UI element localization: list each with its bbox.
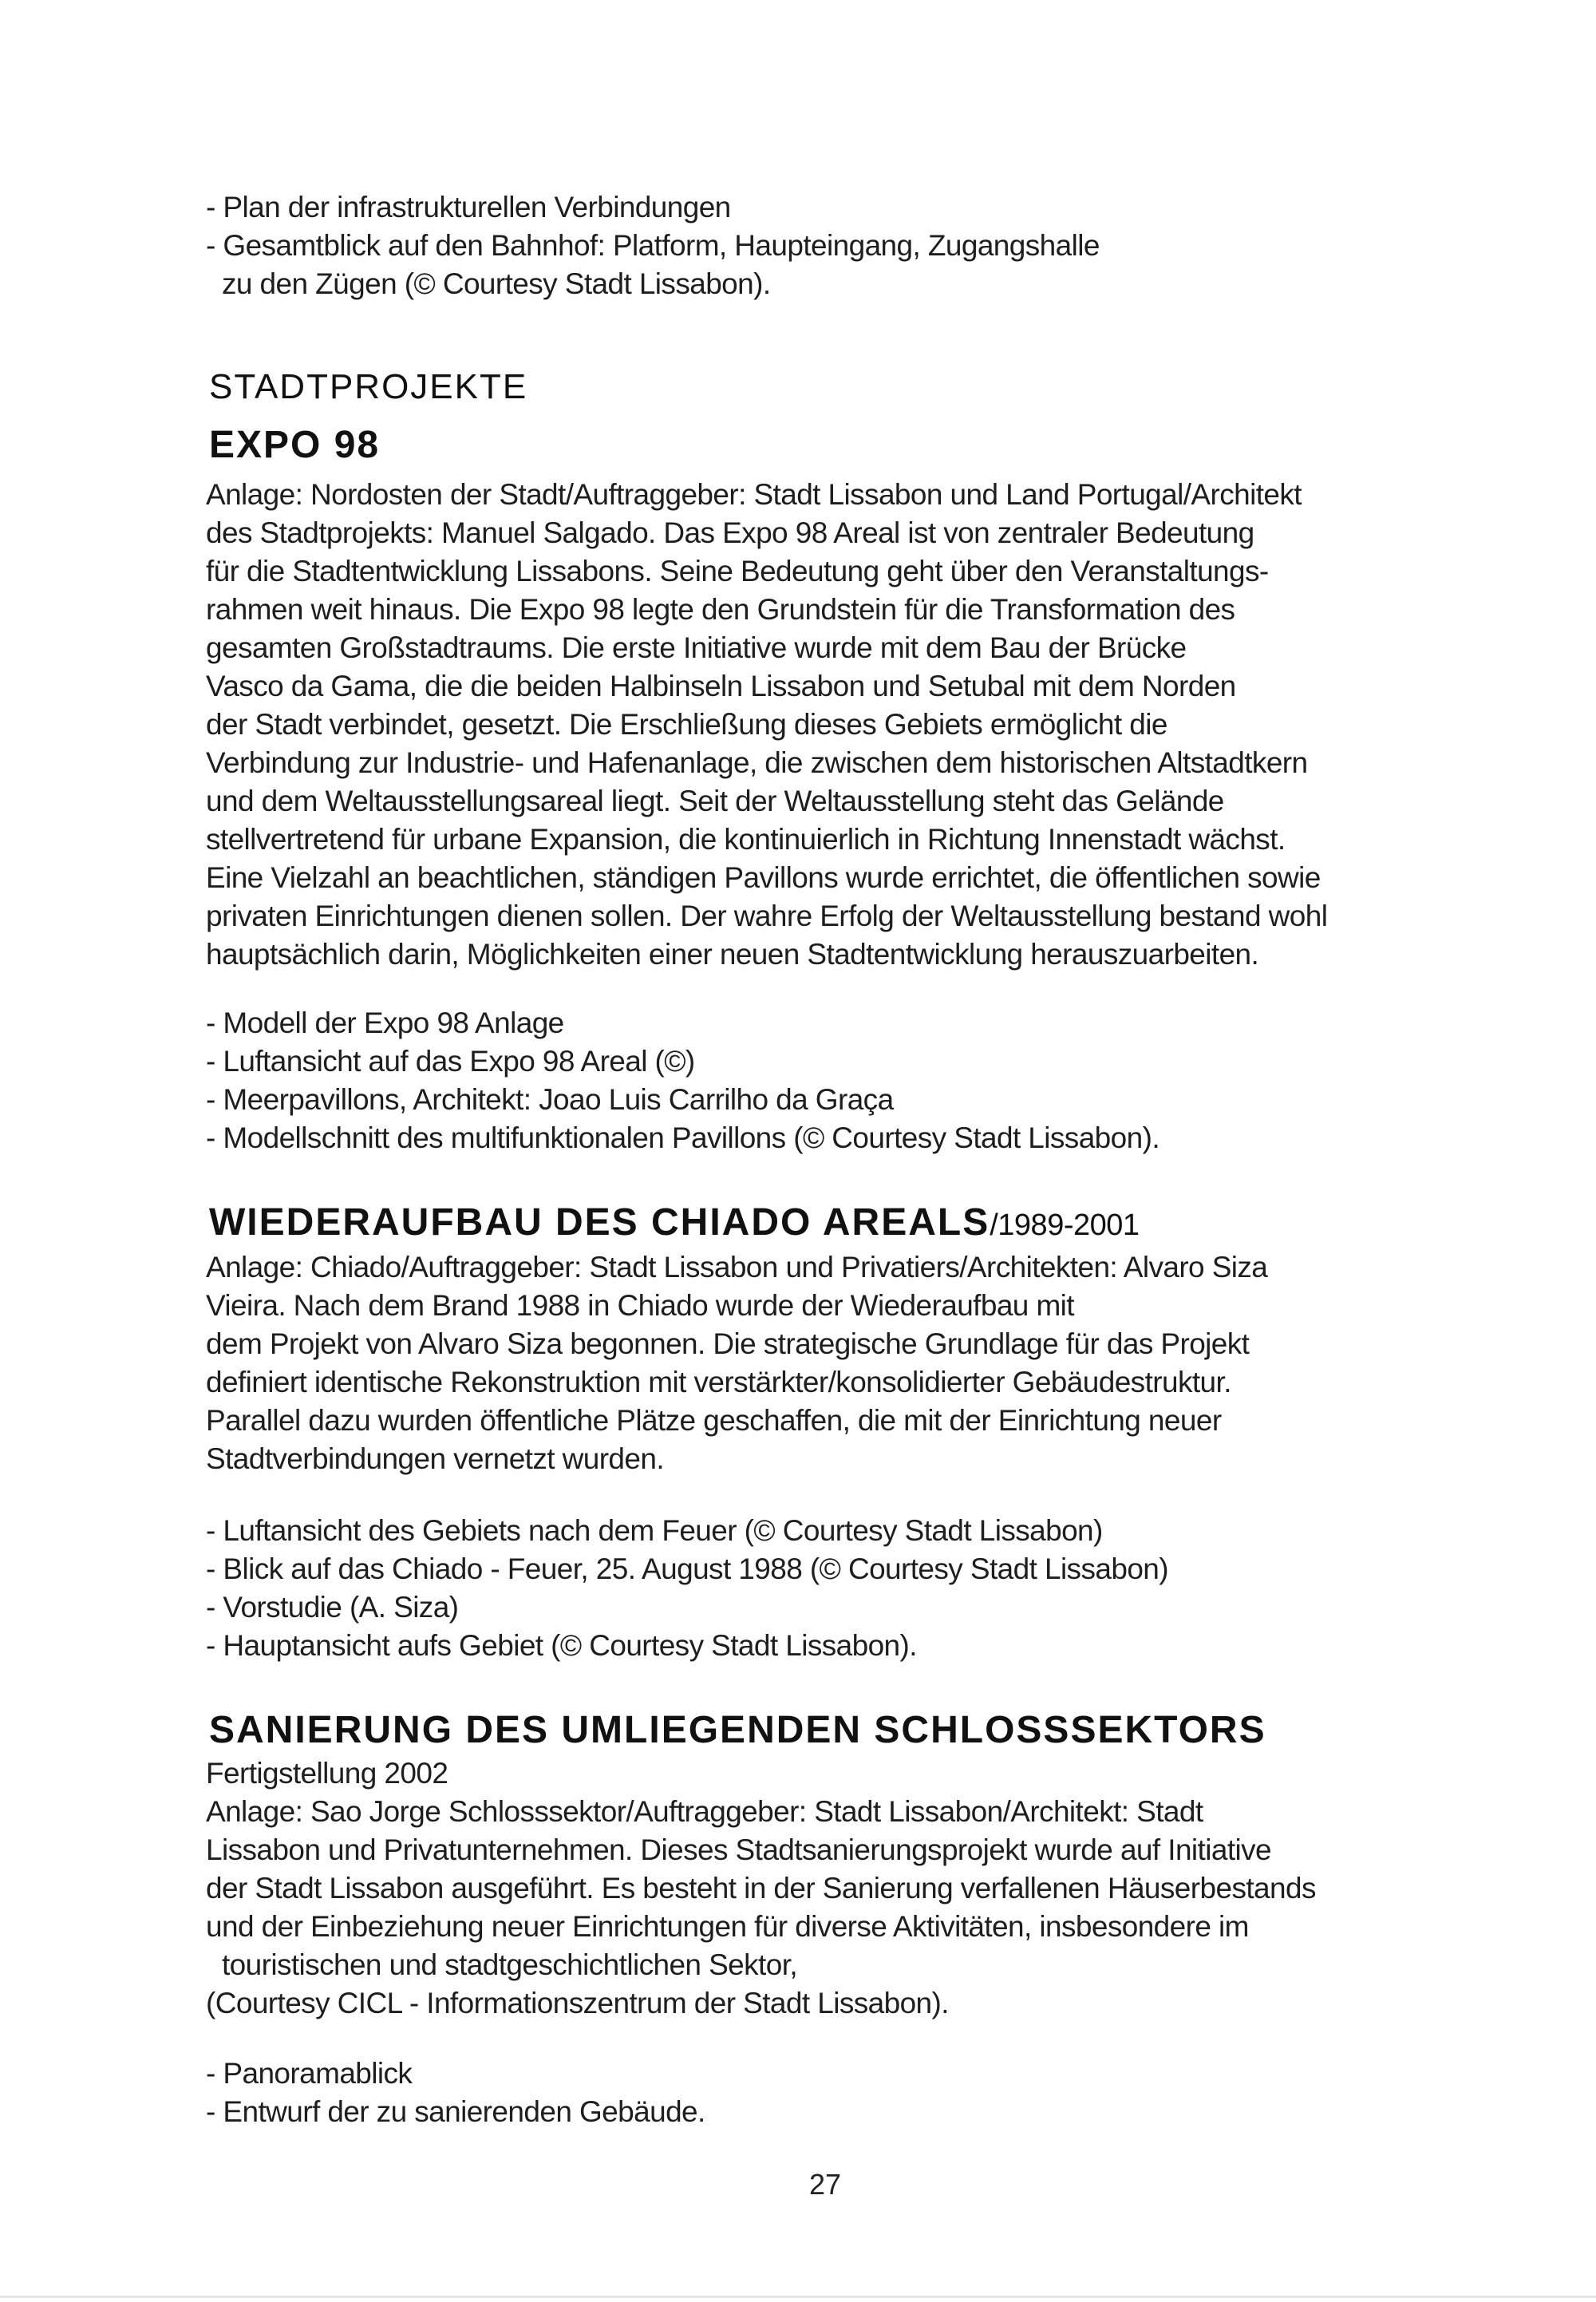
expo-paragraph	[206, 476, 1339, 974]
paragraph-line: hauptsächlich darin, Möglichkeiten einer neuen Stadtentwicklung herauszuarbeiten.	[206, 938, 1259, 971]
paragraph-line: privaten Einrichtungen dienen sollen. Der wahre Erfolg der Weltausstellung bestand wohl	[206, 900, 1328, 932]
paragraph-line: definiert identische Rekonstruktion mit verstärkter/konsolidierter Gebäudestruktur.	[206, 1366, 1231, 1398]
intro-caption-list	[206, 188, 1339, 303]
list-item: - Modell der Expo 98 Anlage	[206, 1007, 564, 1039]
chiado-heading-years: /1989-2001	[990, 1208, 1140, 1242]
chiado-heading	[209, 1200, 1140, 1244]
scan-edge	[0, 2296, 1596, 2298]
paragraph-line: der Stadt verbindet, gesetzt. Die Erschließung dieses Gebiets ermöglicht die	[206, 708, 1167, 741]
paragraph-line: der Stadt Lissabon ausgeführt. Es besteht in der Sanierung verfallenen Häuserbestands	[206, 1872, 1316, 1904]
paragraph-line: für die Stadtentwicklung Lissabons. Seine Bedeutung geht über den Veranstaltungs-	[206, 555, 1269, 587]
list-item: - Vorstudie (A. Siza)	[206, 1591, 459, 1624]
paragraph-line: Fertigstellung 2002	[206, 1757, 448, 1790]
list-item: - Luftansicht des Gebiets nach dem Feuer (© Courtesy Stadt Lissabon)	[206, 1514, 1103, 1547]
paragraph-line: des Stadtprojekts: Manuel Salgado. Das Expo 98 Areal ist von zentraler Bedeutung	[206, 516, 1254, 549]
page-number: 27	[809, 2168, 842, 2201]
chiado-paragraph	[206, 1248, 1339, 1478]
list-item: - Gesamtblick auf den Bahnhof: Platform, Haupteingang, Zugangshalle	[206, 229, 1100, 262]
paragraph-line: gesamten Großstadtraums. Die erste Initiative wurde mit dem Bau der Brücke	[206, 631, 1187, 664]
chiado-heading-title: WIEDERAUFBAU DES CHIADO AREALS	[209, 1201, 990, 1244]
paragraph-line: dem Projekt von Alvaro Siza begonnen. Die strategische Grundlage für das Projekt	[206, 1327, 1250, 1360]
schloss-caption-list	[206, 2055, 1339, 2131]
list-item: - Entwurf der zu sanierenden Gebäude.	[206, 2095, 705, 2128]
list-item: - Panoramablick	[206, 2057, 413, 2090]
paragraph-line: touristischen und stadtgeschichtlichen Sektor,	[222, 1948, 798, 1981]
chiado-caption-list	[206, 1512, 1339, 1665]
paragraph-line: (Courtesy CICL - Informationszentrum der Stadt Lissabon).	[206, 1987, 949, 2019]
expo-heading: EXPO 98	[209, 424, 381, 466]
paragraph-line: Anlage: Sao Jorge Schlosssektor/Auftraggeber: Stadt Lissabon/Architekt: Stadt	[206, 1795, 1203, 1828]
paragraph-line: Anlage: Chiado/Auftraggeber: Stadt Lissabon und Privatiers/Architekten: Alvaro Siza	[206, 1251, 1268, 1284]
paragraph-line: Verbindung zur Industrie- und Hafenanlage, die zwischen dem historischen Altstadtkern	[206, 746, 1308, 779]
schloss-paragraph	[206, 1754, 1339, 2023]
paragraph-line: und der Einbeziehung neuer Einrichtungen für diverse Aktivitäten, insbesondere im	[206, 1910, 1249, 1943]
paragraph-line: Parallel dazu wurden öffentliche Plätze geschaffen, die mit der Einrichtung neuer	[206, 1404, 1222, 1437]
list-item: zu den Zügen (© Courtesy Stadt Lissabon).	[222, 267, 771, 300]
paragraph-line: Vieira. Nach dem Brand 1988 in Chiado wurde der Wiederaufbau mit	[206, 1289, 1074, 1322]
section-label: STADTPROJEKTE	[209, 367, 528, 406]
paragraph-line: Anlage: Nordosten der Stadt/Auftraggeber: Stadt Lissabon und Land Portugal/Architekt	[206, 478, 1302, 511]
list-item: - Blick auf das Chiado - Feuer, 25. August 1988 (© Courtesy Stadt Lissabon)	[206, 1552, 1168, 1585]
list-item: - Luftansicht auf das Expo 98 Areal (©)	[206, 1045, 695, 1078]
expo-caption-list	[206, 1004, 1339, 1157]
schloss-heading: SANIERUNG DES UMLIEGENDEN SCHLOSSSEKTORS	[209, 1709, 1266, 1751]
list-item: - Meerpavillons, Architekt: Joao Luis Carrilho da Graça	[206, 1083, 894, 1116]
paragraph-line: stellvertretend für urbane Expansion, die kontinuierlich in Richtung Innenstadt wächst.	[206, 823, 1286, 856]
paragraph-line: Lissabon und Privatunternehmen. Dieses Stadtsanierungsprojekt wurde auf Initiative	[206, 1833, 1271, 1866]
paragraph-line: Eine Vielzahl an beachtlichen, ständigen Pavillons wurde errichtet, die öffentlichen sowie	[206, 861, 1321, 894]
paragraph-line: Vasco da Gama, die die beiden Halbinseln Lissabon und Setubal mit dem Norden	[206, 670, 1236, 702]
paragraph-line: und dem Weltausstellungsareal liegt. Seit der Weltausstellung steht das Gelände	[206, 785, 1224, 817]
list-item: - Hauptansicht aufs Gebiet (© Courtesy Stadt Lissabon).	[206, 1629, 917, 1662]
list-item: - Plan der infrastrukturellen Verbindungen	[206, 191, 731, 223]
list-item: - Modellschnitt des multifunktionalen Pavillons (© Courtesy Stadt Lissabon).	[206, 1121, 1160, 1154]
paragraph-line: rahmen weit hinaus. Die Expo 98 legte den Grundstein für die Transformation des	[206, 593, 1235, 626]
paragraph-line: Stadtverbindungen vernetzt wurden.	[206, 1442, 665, 1475]
